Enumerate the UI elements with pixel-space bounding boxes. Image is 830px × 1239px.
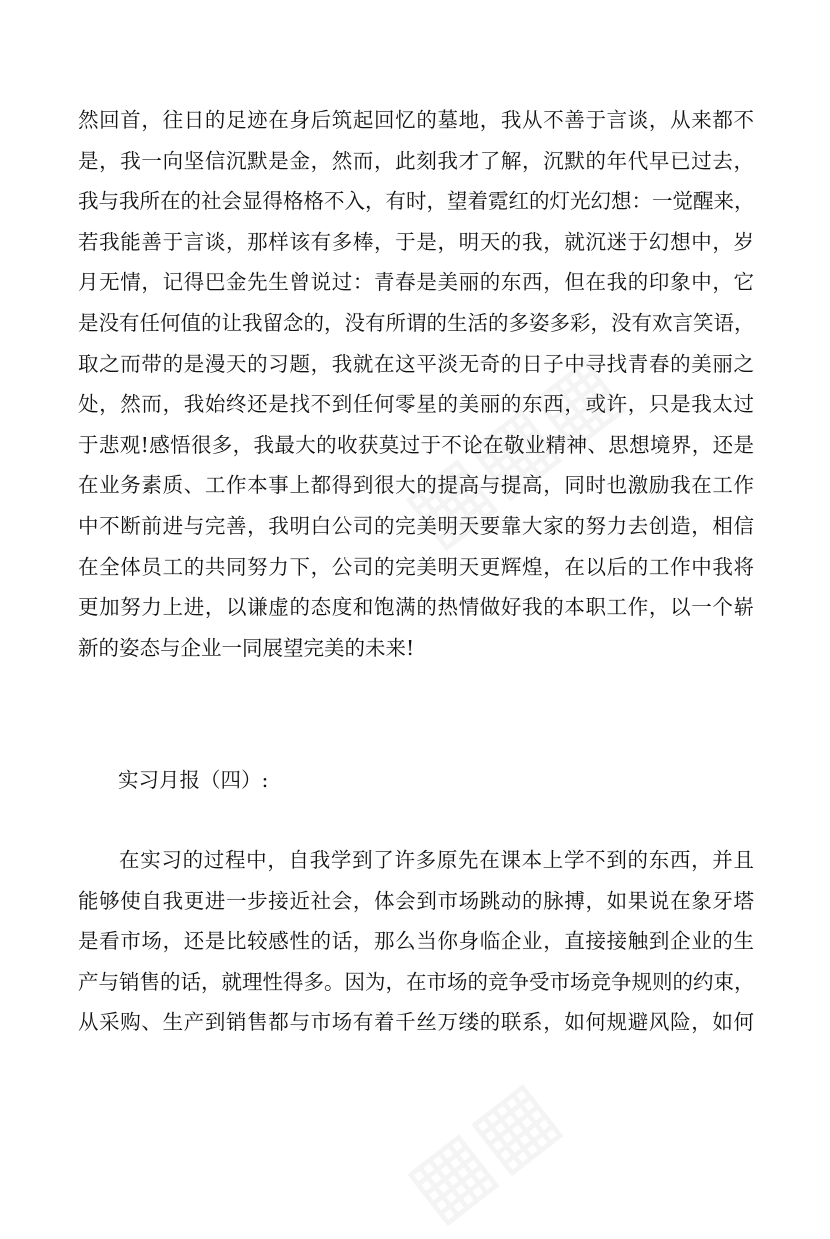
paragraph-line: 在实习的过程中，自我学到了许多原先在课本上学不到的东西，并且	[119, 848, 754, 872]
watermark	[386, 1061, 576, 1239]
paragraph-line: 是，我一向坚信沉默是金，然而，此刻我才了解，沉默的年代早已过去，	[78, 148, 754, 173]
paragraph-line: 我与我所在的社会显得格格不入，有时，望着霓红的灯光幻想：一觉醒来，	[78, 189, 754, 214]
paragraph-line: 在业务素质、工作本事上都得到很大的提高与提高，同时也激励我在工作	[78, 473, 754, 498]
paragraph-line: 更加努力上进，以谦虚的态度和饱满的热情做好我的本职工作，以一个崭	[78, 595, 754, 620]
paragraph-line: 中不断前进与完善，我明白公司的完美明天要靠大家的努力去创造，相信	[78, 513, 754, 538]
paragraph-line: 产与销售的话，就理性得多。因为，在市场的竞争受市场竞争规则的约束，	[78, 969, 754, 994]
paragraph-line: 处，然而，我始终还是找不到任何零星的美丽的东西，或许，只是我太过	[78, 392, 754, 417]
paragraph-line: 然回首，往日的足迹在身后筑起回忆的墓地，我从不善于言谈，从来都不	[78, 108, 754, 132]
paragraph-line: 月无情，记得巴金先生曾说过：青春是美丽的东西，但在我的印象中，它	[78, 270, 754, 295]
paragraph-line: 能够使自我更进一步接近社会，体会到市场跳动的脉搏，如果说在象牙塔	[78, 888, 754, 913]
paragraph-line: 取之而带的是漫天的习题，我就在这平淡无奇的日子中寻找青春的美丽之	[78, 351, 754, 376]
paragraph-line: 新的姿态与企业一同展望完美的未来!	[78, 635, 415, 660]
paragraph-line: 是没有任何值的让我留念的，没有所谓的生活的多姿多彩，没有欢言笑语，	[78, 310, 754, 335]
paragraph-line: 在全体员工的共同努力下，公司的完美明天更辉煌，在以后的工作中我将	[78, 554, 754, 579]
paragraph-2	[78, 840, 754, 1043]
paragraph-1	[78, 100, 754, 668]
paragraph-line: 是看市场，还是比较感性的话，那么当你身临企业，直接接触到企业的生	[78, 929, 754, 954]
paragraph-line: 若我能善于言谈，那样该有多棒，于是，明天的我，就沉迷于幻想中，岁	[78, 229, 754, 254]
paragraph-line: 于悲观!感悟很多，我最大的收获莫过于不论在敬业精神、思想境界，还是	[78, 432, 754, 457]
section-heading: 实习月报（四）:	[118, 768, 269, 792]
paragraph-line: 从采购、生产到销售都与市场有着千丝万缕的联系，如何规避风险，如何	[78, 1010, 754, 1035]
